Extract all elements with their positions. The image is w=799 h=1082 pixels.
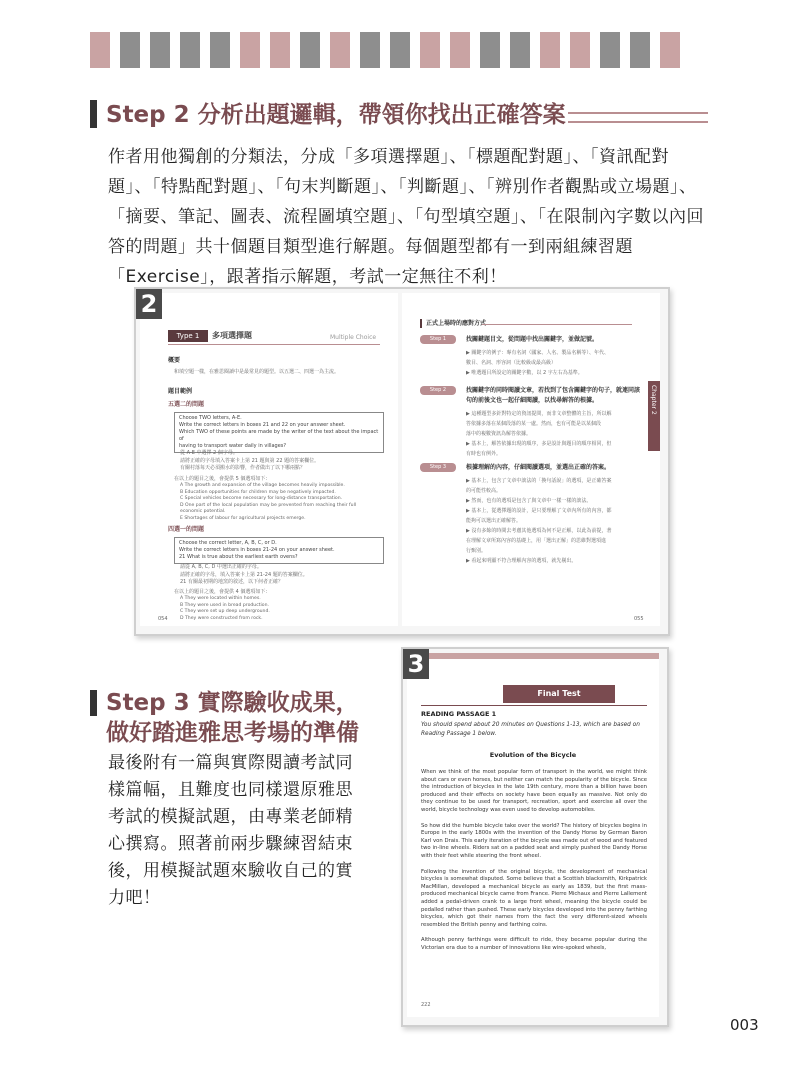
stripe [270, 32, 290, 68]
page-number-footer: 003 [730, 1016, 759, 1034]
overview-text: 和填空題一樣，在雅思閱讀中是最常見的題型。以五選二、四選一為主流。 [174, 369, 340, 375]
step3-title-line2: 做好踏進雅思考場的準備 [106, 720, 359, 746]
bullet: 的可能性較高。 [466, 488, 502, 494]
example2-question-box [174, 537, 384, 564]
ex1-q4: having to transport water daily in villages? [179, 443, 287, 449]
step3-lines [466, 476, 611, 566]
final-test-sample [401, 647, 669, 1027]
stripe [540, 32, 560, 68]
option: A The growth and expansion of the village becomes heavily impossible. [180, 483, 345, 488]
bullet: 在理解文章所寫內容的基礎上，用「選出正解」的思維對選項進 [466, 538, 607, 544]
test-page [407, 653, 659, 1017]
example2-label: 四選一的問題 [168, 526, 205, 533]
step2-title-b: 句的前後文也一起仔細閱讀，以找尋解答的根據。 [466, 397, 599, 404]
stripe [420, 32, 440, 68]
step1-tag: Step 1 [420, 335, 456, 344]
type-title: 多項選擇題 [212, 331, 252, 340]
heading-bar [90, 100, 97, 128]
stripe [600, 32, 620, 68]
bullet: ▶ 然而，也有的選項是包含了與文章中一樣一樣的談法。 [466, 498, 592, 504]
stripe [120, 32, 140, 68]
ex2-note: 21 有關最初期的地窯的敘述，以下何者正確？ [180, 579, 283, 585]
stripe [180, 32, 200, 68]
option: D One part of the local population may be prevented from reaching their full [180, 502, 357, 508]
step2-heading [90, 100, 566, 130]
step2-tag: Step 2 [420, 386, 456, 395]
step3-title: 根據理解的內容，仔細閱讀選項，並選出正確的答案。 [466, 464, 611, 471]
example1-question-box [174, 412, 384, 453]
option: D They were constructed from rock. [180, 615, 263, 621]
passage-label: READING PASSAGE 1 [421, 710, 497, 718]
bullet: 數目、名詞、形容詞（比較級或最高級） [466, 360, 557, 366]
divider [421, 705, 647, 706]
decorative-stripes [90, 32, 680, 68]
right-page [402, 293, 660, 626]
stripe [660, 32, 680, 68]
step3-paragraph: 最後附有一篇與實際閱讀考試同樣篇幅，且難度也同樣還原雅思考試的模擬試題，由專業老師精心撰寫。照著前兩步驟練習結束後，用模擬試題來驗收自己的實力吧！ [108, 753, 353, 908]
ex1-q1: Choose TWO letters, A-E. [179, 415, 242, 421]
bullet: ▶ 唯選題目所設定的關鍵字數，以 2 字左右為基準。 [466, 370, 583, 376]
option: economic potential. [180, 509, 226, 514]
step2-title-a: 找關鍵字的同時閱讀文章，若找到了包含關鍵字的句子，就連同該 [466, 387, 641, 394]
heading-bar [90, 690, 97, 716]
page-number-right: 055 [634, 616, 644, 622]
step1-title: 找關鍵題目文，從問題中找出關鍵字，並做記號。 [466, 336, 599, 343]
option: B Education opportunities for children may be negatively impacted. [180, 489, 336, 495]
ex2-q3: 21 What is true about the earliest earth ovens? [179, 554, 298, 560]
stripe [90, 32, 110, 68]
example1-label: 五選二的問題 [168, 401, 205, 408]
type-en: Multiple Choice [330, 334, 377, 341]
ex1-q3: Which TWO of these points are made by the writer of the text about the impact of [179, 429, 379, 442]
right-head: 正式上場時的應對方式 [426, 320, 487, 327]
step3-title-block [106, 688, 359, 748]
article-paragraph: When we think of the most popular form of transport in the world, we might think about cars or even horses, but neither can match the popularity of the bicycle. Since the introduction of bicycles in the late 19th century, more than a billion have been produced and their effects on society have been equally as massive. Not only do they continue to be used for transport, recreation, sport and exercise all over the world, bicycle technology was even used to develop automobiles. [421, 769, 647, 813]
bullet: ▶ 這種題型多針對特定的資訊提問，而非文章整體的主旨，所以解 [466, 411, 612, 417]
bullet: ▶ 沒有多餘的時間去考慮其他選項為何不是正解，以此為前提，著 [466, 528, 612, 534]
ex1-note: 從 A-E 中選擇 2 個字母。 [180, 450, 238, 456]
step3-heading [90, 688, 359, 748]
bullet: ▶ 基本上，從選擇題的設計，是只要理解了文章內所有的內容，都 [466, 508, 612, 514]
example1-notes [180, 450, 319, 473]
option: C They were set up deep underground. [180, 609, 270, 614]
passage-instruction: You should spend about 20 minutes on Questions 1-13, which are based on Reading Passage 1 below. [421, 722, 640, 737]
step2-lines [466, 409, 611, 459]
final-test-banner: Final Test [503, 685, 615, 703]
ex2-q2: Write the correct letters in boxes 21-24 on your answer sheet. [179, 547, 335, 553]
chapter-tab [648, 381, 660, 451]
step3-title-line1: Step 3 實際驗收成果， [106, 690, 359, 716]
stripe [390, 32, 410, 68]
ex1-note: 請將正確的字母填入答案卡上第 21 題與第 22 題的答案欄位。 [180, 457, 320, 464]
ex2-q1: Choose the correct letter, A, B, C, or D. [179, 540, 277, 546]
stripe [300, 32, 320, 68]
article-title: Evolution of the Bicycle [489, 751, 577, 759]
stripe [240, 32, 260, 68]
step2-title: Step 2 分析出題邏輯，帶領你找出正確答案 [106, 102, 566, 128]
book-spread-sample [134, 287, 670, 636]
option: A They were located within homes. [180, 596, 261, 601]
ex1-sub: 在以上的題目之後，會提供 5 個選項如下： [174, 476, 271, 482]
article-paragraph: So how did the humble bicycle take over the world? The history of bicycles begins in Europe in the early 1800s with the invention of the Dandy Horse by German Baron Karl von Drais. This early iteration of the bicycle was made out of wood and featured two in-line wheels. Riders sat on a padded seat and simply pushed the Dandy Horse with their feet while steering the front wheel. [421, 822, 647, 859]
example2-options [180, 596, 270, 622]
divider [482, 324, 632, 325]
ex2-sub: 在以上的題目之後，會提供 4 個選項如下： [174, 589, 271, 595]
stripe [150, 32, 170, 68]
example2-notes [180, 564, 308, 587]
step2-paragraph: 作者用他獨創的分類法，分成「多項選擇題」、「標題配對題」、「資訊配對題」、「特點配對題」、「句末判斷題」、「判斷題」、「辨別作者觀點或立場題」、「摘要、筆記、圖表、流程圖填空題」、「句型填空題」、「在限制內字數以內回答的問題」共十個題目類型進行解題。每個題型都有一到兩組練習題「Exercise」，跟著指示解題，考試一定無往不利！ [108, 147, 704, 287]
option: E Shortages of labour for agricultural projects emerge. [180, 515, 306, 521]
page-number: 222 [421, 1002, 431, 1008]
head-bar [420, 319, 422, 328]
stripe [510, 32, 530, 68]
left-page [140, 293, 398, 626]
bullet: 答依據多落在某個段落的某一處。然而，也有可能是以某個段 [466, 421, 602, 427]
bullet: ▶ 基本上，解答依據出現的順序，多是設計與題目的順序相同，但 [466, 441, 612, 447]
stripe [450, 32, 470, 68]
stripe [480, 32, 500, 68]
top-band [407, 653, 659, 659]
article-body [421, 769, 647, 952]
bullet: ▶ 關鍵字的例子：專有名詞（國家、人名、製品名稱等）、年代、 [466, 350, 609, 356]
option: C Special vehicles become necessary for long-distance transportation. [180, 496, 343, 501]
heading-rule [568, 112, 708, 123]
bullet: 有時也有例外。 [466, 451, 502, 457]
stripe [630, 32, 650, 68]
page-number-left: 054 [158, 616, 168, 622]
chapter-tab-label: Chapter 2 [650, 385, 657, 415]
final-badge: 3 [403, 649, 429, 679]
example1-options [180, 483, 356, 522]
stripe [570, 32, 590, 68]
ex1-q2: Write the correct letters in boxes 21 and 22 on your answer sheet. [179, 422, 346, 428]
bullet: 能夠可以選出正確解答。 [466, 518, 522, 524]
bullet: 落中的複數資訊為解答依據。 [466, 431, 532, 437]
step3-tag: Step 3 [420, 463, 456, 472]
stripe [360, 32, 380, 68]
sample-badge: 2 [136, 289, 162, 319]
section-example: 題目範例 [168, 388, 193, 395]
ex1-note: 有關村落每天必須搬水的影響，作者做出了以下哪兩點？ [180, 465, 306, 471]
bullet: ▶ 看起來明顯不符合理解內容的選項，就先剔出。 [466, 558, 577, 564]
article-paragraph: Following the invention of the original bicycle, the development of mechanical bicycles is somewhat disputed. Some believe that a Scottish blacksmith, Kirkpatrick MacMillan, developed a mechanical bicycle as early as 1839, but the first mass-produced mechanical bicycle came from France. Pierre Michaux and Pierre Lallement added a pedal-driven crank to a large front wheel, meaning the bicycle could be pedalled rather than pushed. These early bicycles developed into the penny farthing bicycles, which got their names from the fact the very different-sized wheels resembled the British penny and farthing coins. [421, 868, 647, 928]
option: B They were used in bread production. [180, 602, 269, 608]
section-overview: 概要 [168, 357, 181, 364]
bullet: 行甄別。 [466, 548, 487, 554]
step1-lines [466, 348, 609, 378]
ex2-note: 請將正確的字母，填入答案卡上第 21-24 題的答案欄位。 [180, 571, 308, 578]
article-paragraph: Although penny farthings were difficult to ride, they became popular during the Victorian era due to a number of innovations like wire-spoked wheels, [421, 937, 647, 951]
type-tag: Type 1 [168, 330, 208, 342]
stripe [210, 32, 230, 68]
ex2-note: 請從 A, B, C, D 中選出正確的字母。 [180, 564, 262, 570]
stripe [330, 32, 350, 68]
bullet: ▶ 基本上，包含了文章中談法的「換句話說」的選項，是正確答案 [466, 478, 612, 484]
divider [168, 344, 380, 345]
